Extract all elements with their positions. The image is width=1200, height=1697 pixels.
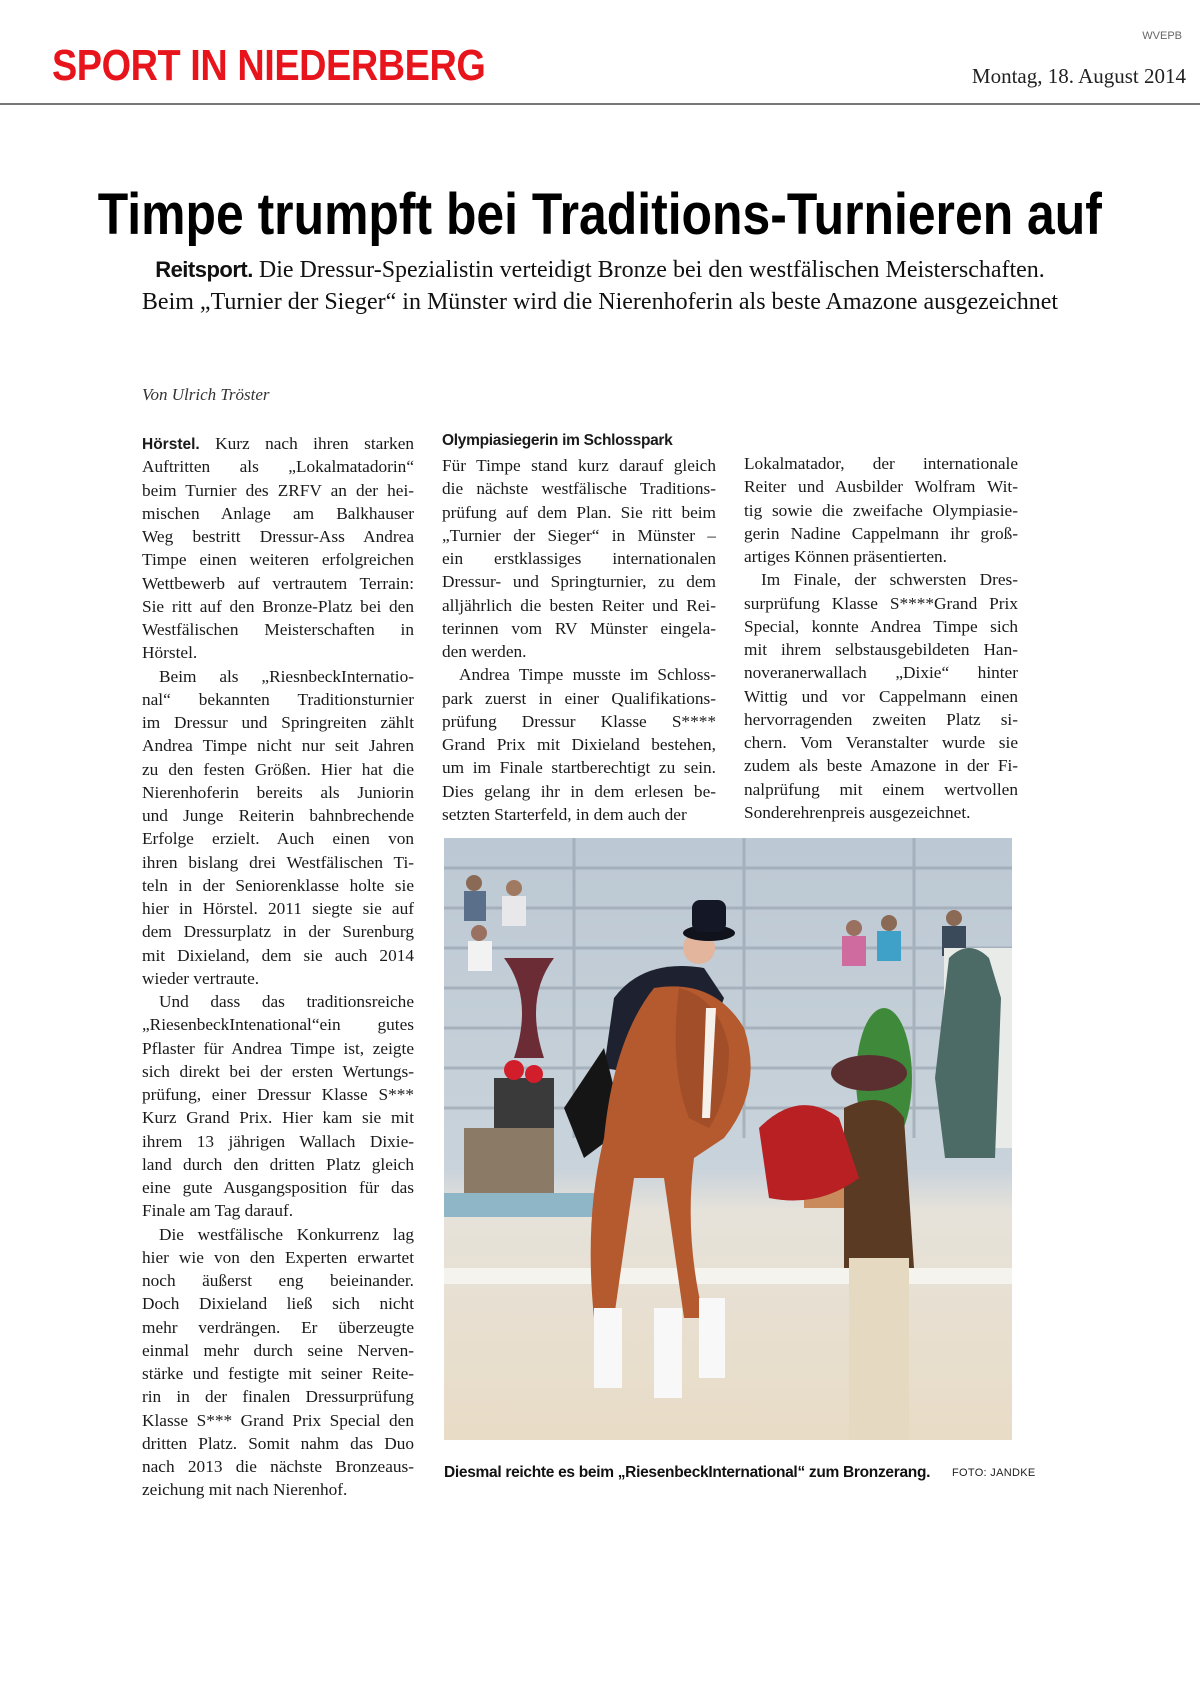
text-line: Reiter und Ausbilder Wolfram Wit- xyxy=(744,477,1018,497)
text-line: Sonderehrenpreis ausgezeichnet. xyxy=(744,802,971,822)
subheading: Olympiasiegerin im Schlosspark xyxy=(442,432,673,449)
text-line: mit ihrem selbstausgebildeten Han- xyxy=(744,640,1018,659)
text-line: mit Dixieland, dem sie auch 2014 xyxy=(142,945,414,965)
text-line: Und dass das traditionsreiche xyxy=(159,992,414,1011)
text-line: Kurz Grand Prix. Hier kam sie mit xyxy=(142,1108,414,1128)
text-line: um im Finale startberechtigt zu sein. xyxy=(442,758,716,778)
column-2-body xyxy=(442,454,716,826)
text-line: ihrem 13 jährigen Wallach Dixie- xyxy=(142,1131,414,1151)
text-line: prüfung auf dem Plan. Sie ritt beim xyxy=(442,502,716,522)
issue-date: Montag, 18. August 2014 xyxy=(971,64,1186,88)
leg-wrap xyxy=(594,1308,622,1388)
text-line: prüfung Dressur Klasse S**** xyxy=(442,711,716,731)
text-line: mischen Anlage am Balkhauser xyxy=(142,503,414,523)
text-line: Erfolge erzielt. Auch einen von xyxy=(142,829,414,849)
text-line: noveranerwallach „Dixie“ hinter xyxy=(744,663,1018,683)
text-line: zudem als beste Amazone in der Fi- xyxy=(744,756,1018,776)
leg-wrap xyxy=(699,1298,725,1378)
subhead-line-1 xyxy=(0,254,1200,286)
text-line: beim Turnier des ZRFV an der hei- xyxy=(142,480,414,500)
subhead-line-2: Beim „Turnier der Sieger“ in Münster wird die Nierenhoferin als beste Amazone ausgezeichnet xyxy=(141,289,1059,315)
text-line: eine gute Ausgangsposition für das xyxy=(142,1178,414,1197)
subhead-text-1: Die Dressur-Spezialistin verteidigt Bronze bei den westfälischen Meisterschaften. xyxy=(258,257,1045,283)
presenter-hat xyxy=(831,1055,907,1091)
text-line: Weg bestritt Dressur-Ass Andrea xyxy=(142,527,414,546)
byline: Von Ulrich Tröster xyxy=(142,385,270,404)
text-line: nal“ bekannten Traditionsturnier xyxy=(142,689,414,709)
text-line: nalprüfung mit einem wertvollen xyxy=(744,779,1018,799)
text-line: Beim als „RiesnbeckInternatio- xyxy=(159,666,414,686)
text-line: Andrea Timpe musste im Schloss- xyxy=(459,665,716,685)
text-line: ihren bislang drei Westfälischen Ti- xyxy=(142,852,414,872)
text-line: chern. Vom Veranstalter wurde sie xyxy=(744,733,1018,752)
photo-illustration xyxy=(444,838,1012,1440)
article-column-1 xyxy=(142,432,414,1502)
text-line: surprüfung Klasse S****Grand Prix xyxy=(744,593,1018,613)
text-line: Für Timpe stand kurz darauf gleich xyxy=(442,456,716,475)
text-line: Hörstel. xyxy=(142,643,198,663)
text-line: und Junge Reiterin bahnbrechende xyxy=(142,806,414,825)
presenter-trousers xyxy=(849,1258,909,1440)
text-line: Im Finale, der schwersten Dres- xyxy=(761,570,1018,590)
text-line: Die westfälische Konkurrenz lag xyxy=(159,1224,414,1244)
kicker: Reitsport. xyxy=(155,257,253,282)
top-hat xyxy=(692,900,726,932)
arena-fence xyxy=(444,1268,1012,1284)
text-line: Nierenhoferin bereits als Juniorin xyxy=(142,782,414,802)
text-line: ein erstklassiges internationalen xyxy=(442,549,716,568)
article-column-3 xyxy=(744,452,1018,824)
flower-pot xyxy=(494,1078,554,1128)
text-line: alljährlich die besten Reiter und Rei- xyxy=(442,595,716,615)
article-headline xyxy=(0,180,1200,250)
text-line: artiges Können präsentierten. xyxy=(744,547,947,566)
text-line: Auftritten als „Lokalmatadorin“ xyxy=(142,457,414,477)
dateline: Hörstel. xyxy=(142,436,200,453)
text-line: prüfung, einer Dressur Klasse S*** xyxy=(142,1085,414,1104)
text-fragment: Kurz nach ihren starken xyxy=(199,434,414,453)
text-line: Dies gelang ihr in dem erlesen be- xyxy=(442,781,716,801)
article-column-2 xyxy=(442,430,716,826)
section-title: SPORT IN NIEDERBERG xyxy=(52,41,486,90)
photo-credit: FOTO: JANDKE xyxy=(952,1467,1036,1479)
text-line: Sie ritt auf den Bronze-Platz bei den xyxy=(142,596,414,616)
text-line: teln in der Seniorenklasse holte sie xyxy=(142,875,414,895)
text-line: „RiesenbeckIntenational“ein gutes xyxy=(142,1015,414,1035)
stone-planter xyxy=(464,1128,554,1198)
text-line: wieder vertraute. xyxy=(142,968,260,988)
text-line: Westfälischen Meisterschaften in xyxy=(142,620,414,639)
text-line: sich direkt bei der ersten Wertungs- xyxy=(142,1061,414,1081)
text-line: rin in der finalen Dressurprüfung xyxy=(142,1387,414,1407)
text-line: zu den festen Größen. Hier hat die xyxy=(142,759,414,779)
photo-caption: Diesmal reichte es beim „RiesenbeckInternational“ zum Bronzerang. xyxy=(444,1464,931,1481)
text-line: Pflaster für Andrea Timpe ist, zeigte xyxy=(142,1038,414,1058)
text-line: hervorragenden zweiten Platz si- xyxy=(744,709,1018,729)
text-line: gerin Nadine Cappelmann ihr groß- xyxy=(744,523,1018,543)
text-line: Wittig und vor Cappelmann einen xyxy=(744,686,1018,706)
text-line: Wettbewerb auf vertrautem Terrain: xyxy=(142,573,414,593)
edition-code: WVEPB xyxy=(1142,30,1182,42)
text-line: Finale am Tag darauf. xyxy=(142,1201,294,1221)
text-line: Andrea Timpe nicht nur seit Jahren xyxy=(142,736,414,756)
text-line: hier in Hörstel. 2011 siegte sie auf xyxy=(142,899,414,918)
text-line xyxy=(142,432,414,455)
text-line: nach 2013 die nächste Bronzeaus- xyxy=(142,1457,414,1476)
text-line: den werden. xyxy=(442,642,527,661)
text-line: land durch den dritten Platz gleich xyxy=(142,1154,414,1174)
text-line: im Dressur und Springreiten zählt xyxy=(142,713,414,732)
text-line: setzten Starterfeld, in dem auch der xyxy=(442,804,687,824)
presenter-vest xyxy=(844,1100,914,1268)
header-rule xyxy=(0,103,1200,105)
text-line: terinnen vom RV Münster eingela- xyxy=(442,618,716,638)
text-line: Klasse S*** Grand Prix Special den xyxy=(142,1410,414,1430)
text-line: mehr verdrängen. Er überzeugte xyxy=(142,1317,414,1337)
text-line: die nächste westfälische Traditions- xyxy=(442,479,716,499)
text-line: stärke und festigte mit seiner Reite- xyxy=(142,1364,414,1383)
headline-text: Timpe trumpft bei Traditions-Turnieren auf xyxy=(97,182,1103,247)
text-line: Dressur- und Springturnier, zu dem xyxy=(442,572,716,592)
text-line: Timpe einen weiteren erfolgreichen xyxy=(142,550,414,570)
article-photo xyxy=(444,838,1012,1440)
text-line: park zuerst in einer Qualifikations- xyxy=(442,688,716,708)
text-line: Grand Prix mit Dixieland bestehen, xyxy=(442,735,716,754)
text-line: noch äußerst eng beieinander. xyxy=(142,1271,414,1290)
text-line: Lokalmatador, der internationale xyxy=(744,454,1018,473)
text-line: hier wie von den Experten erwartet xyxy=(142,1247,414,1267)
leg-wrap xyxy=(654,1308,682,1398)
text-line: dem Dressurplatz in der Surenburg xyxy=(142,922,414,942)
text-line: Special, konnte Andrea Timpe sich xyxy=(744,616,1018,636)
text-line: einmal mehr durch seine Nerven- xyxy=(142,1340,414,1360)
article-subhead xyxy=(0,254,1200,318)
text-line: „Turnier der Sieger“ in Münster – xyxy=(442,525,716,545)
text-line: tig sowie die zweifache Olympiasie- xyxy=(744,500,1018,520)
text-line: Doch Dixieland ließ sich nicht xyxy=(142,1294,414,1314)
text-line: dritten Platz. Somit nahm das Duo xyxy=(142,1433,414,1453)
water-feature xyxy=(444,1193,594,1217)
text-line: zeichung mit nach Nierenhof. xyxy=(142,1480,348,1500)
